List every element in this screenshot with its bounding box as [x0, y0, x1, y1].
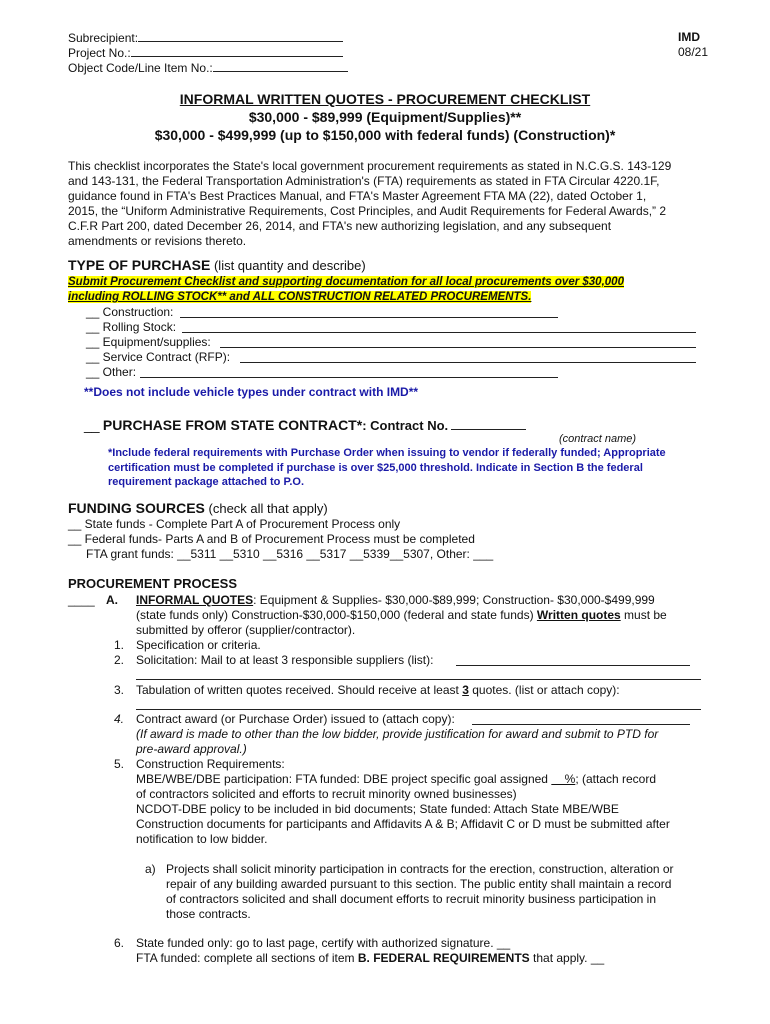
object-code-field [68, 60, 348, 75]
item-6-line-2: FTA funded: complete all sections of item B. FEDERAL REQUIREMENTS that apply. __ [136, 951, 605, 965]
quotes-input[interactable] [136, 708, 701, 710]
purchase-type-equipment[interactable]: __ Equipment/supplies: [86, 335, 211, 349]
intro-line: This checklist incorporates the State's local government procurement requirements as stated in N.C.G.S. 143-129 [68, 159, 672, 173]
service-contract-input[interactable] [240, 361, 696, 363]
purchase-type-service-contract[interactable]: __ Service Contract (RFP): [86, 350, 231, 364]
item-4-text: Contract award (or Purchase Order) issued to (attach copy): [136, 712, 455, 726]
sub-a-line: repair of any building awarded pursuant to this section. The public entity shall maintain a record [166, 877, 672, 891]
highlight-line-1: Submit Procurement Checklist and supporting documentation for all local procurements over $30,000 [68, 276, 624, 288]
contract-award-input[interactable] [472, 723, 690, 725]
suppliers-input-2[interactable] [136, 678, 701, 680]
funding-subtitle: (check all that apply) [204, 501, 328, 516]
intro-line: and 143-131, the Federal Transportation Administration's (FTA) requirements as stated in FTA Circular 4220.1F, [68, 174, 660, 188]
highlight-line-2: including ROLLING STOCK** and ALL CONSTRUCTION RELATED PROCUREMENTS. [68, 291, 532, 303]
funding-federal-option[interactable]: __ Federal funds- Parts A and B of Procurement Process must be completed [68, 532, 475, 546]
item-5-line-3: NCDOT-DBE policy to be included in bid documents; State funded: Attach State MBE/WBE [136, 802, 619, 816]
purchase-type-rolling-stock[interactable]: __ Rolling Stock: [86, 320, 177, 334]
part-a-blank[interactable]: ____ [68, 593, 95, 607]
informal-quotes-title: INFORMAL QUOTES [136, 593, 254, 607]
intro-paragraph [68, 159, 708, 249]
contract-name-caption: (contract name) [559, 433, 637, 445]
other-input[interactable] [140, 376, 558, 378]
part-a-label: A. [106, 593, 118, 607]
item-5-line-2: of contractors solicited and efforts to recruit minority owned businesses) [136, 787, 517, 801]
project-field [68, 45, 343, 60]
title-line-3: $30,000 - $499,999 (up to $150,000 with federal funds) (Construction)* [154, 127, 616, 143]
sub-a-line: those contracts. [166, 907, 251, 921]
state-contract-note-line: *Include federal requirements with Purchase Order when issuing to vendor if federally funded; Appropriate [108, 447, 666, 459]
subrecipient-input[interactable] [138, 30, 343, 42]
type-of-purchase-subtitle: (list quantity and describe) [210, 258, 366, 273]
item-3-text: Tabulation of written quotes received. Should receive at least 3 quotes. (list or attach copy): [136, 683, 620, 697]
item-4-note-1: (If award is made to other than the low bidder, provide justification for award and submit to PTD for [136, 727, 659, 741]
project-input[interactable] [131, 45, 343, 57]
intro-line: guidance found in FTA's Best Practices Manual, and FTA's Master Agreement FTA MA (22), dated October 1, [68, 189, 647, 203]
subrecipient-field [68, 30, 343, 45]
item-4-number: 4. [114, 712, 125, 726]
sub-a-text [166, 862, 674, 922]
item-1-text: Specification or criteria. [136, 638, 261, 652]
sub-a-line: Projects shall solicit minority participation in contracts for the erection, construction, alteration or [166, 862, 674, 876]
intro-line: C.F.R Part 200, dated December 26, 2014, and FTA's new authorizing legislation, and any subsequent [68, 219, 612, 233]
purchase-type-other[interactable]: __ Other: [86, 365, 137, 379]
rolling-stock-input[interactable] [182, 331, 696, 333]
object-code-label: Object Code/Line Item No.: [68, 61, 213, 75]
sub-a-label: a) [145, 862, 156, 876]
item-5-line-5: notification to low bidder. [136, 832, 268, 846]
state-contract-note-line: requirement package attached to P.O. [108, 476, 305, 488]
part-a-line-1: INFORMAL QUOTES: Equipment & Supplies- $30,000-$89,999; Construction- $30,000-$499,999 [136, 593, 655, 607]
type-of-purchase-heading [68, 257, 366, 273]
state-contract-heading [84, 416, 526, 433]
project-label: Project No.: [68, 46, 131, 60]
item-2-text: Solicitation: Mail to at least 3 responsible suppliers (list): [136, 653, 434, 667]
state-contract-note [108, 446, 666, 490]
item-4-note-2: pre-award approval.) [136, 742, 247, 756]
item-5-line-4: Construction documents for participants and Affidavits A & B; Affidavit C or D must be submitted after [136, 817, 670, 831]
suppliers-input[interactable] [456, 664, 690, 666]
item-6-line-1: State funded only: go to last page, certify with authorized signature. __ [136, 936, 511, 950]
type-of-purchase-title: TYPE OF PURCHASE [68, 257, 211, 273]
equipment-input[interactable] [220, 346, 696, 348]
title-line-2: $30,000 - $89,999 (Equipment/Supplies)** [248, 109, 522, 125]
item-1-number: 1. [114, 638, 125, 652]
state-contract-blank[interactable]: __ [84, 417, 100, 433]
intro-line: amendments or revisions thereto. [68, 234, 247, 248]
title-line-1: INFORMAL WRITTEN QUOTES - PROCUREMENT CHECKLIST [179, 91, 591, 107]
funding-state-option[interactable]: __ State funds - Complete Part A of Procurement Process only [68, 517, 401, 531]
item-2-number: 2. [114, 653, 125, 667]
vehicle-note: **Does not include vehicle types under contract with IMD** [84, 385, 419, 399]
part-a-line-2: (state funds only) Construction-$30,000-$150,000 (federal and state funds) Written quotes must be [136, 608, 667, 622]
funding-title: FUNDING SOURCES [68, 500, 205, 516]
part-a-line-3: submitted by offeror (supplier/contractor). [136, 623, 356, 637]
intro-line: 2015, the “Uniform Administrative Requirements, Cost Principles, and Audit Requirements for Federal Awards,” 2 [68, 204, 667, 218]
contract-no-label: : Contract No. [362, 418, 449, 433]
object-code-input[interactable] [213, 60, 348, 72]
purchase-type-construction[interactable]: __ Construction: [86, 305, 174, 319]
funding-heading [68, 500, 328, 516]
header-org: IMD [678, 30, 700, 44]
state-contract-title: PURCHASE FROM STATE CONTRACT* [102, 417, 363, 433]
header-date: 08/21 [678, 45, 709, 59]
fta-grant-funds[interactable]: FTA grant funds: __5311 __5310 __5316 __5317 __5339__5307, Other: ___ [86, 547, 494, 561]
item-3-number: 3. [114, 683, 125, 697]
item-5-line-1: MBE/WBE/DBE participation: FTA funded: DBE project specific goal assigned %; (attach record [136, 772, 657, 786]
construction-input[interactable] [180, 316, 558, 318]
procurement-heading: PROCUREMENT PROCESS [68, 576, 238, 591]
state-contract-note-line: certification must be completed if purchase is over $25,000 threshold. Indicate in Section B the federal [108, 461, 643, 474]
dbe-goal-input[interactable]: % [551, 772, 576, 786]
item-5-text: Construction Requirements: [136, 757, 285, 771]
contract-no-input[interactable] [451, 416, 526, 430]
subrecipient-label: Subrecipient: [68, 31, 139, 45]
sub-a-line: of contractors solicited and shall document efforts to recruit minority business participation in [166, 892, 657, 906]
item-5-number: 5. [114, 757, 125, 771]
item-6-number: 6. [114, 936, 125, 950]
